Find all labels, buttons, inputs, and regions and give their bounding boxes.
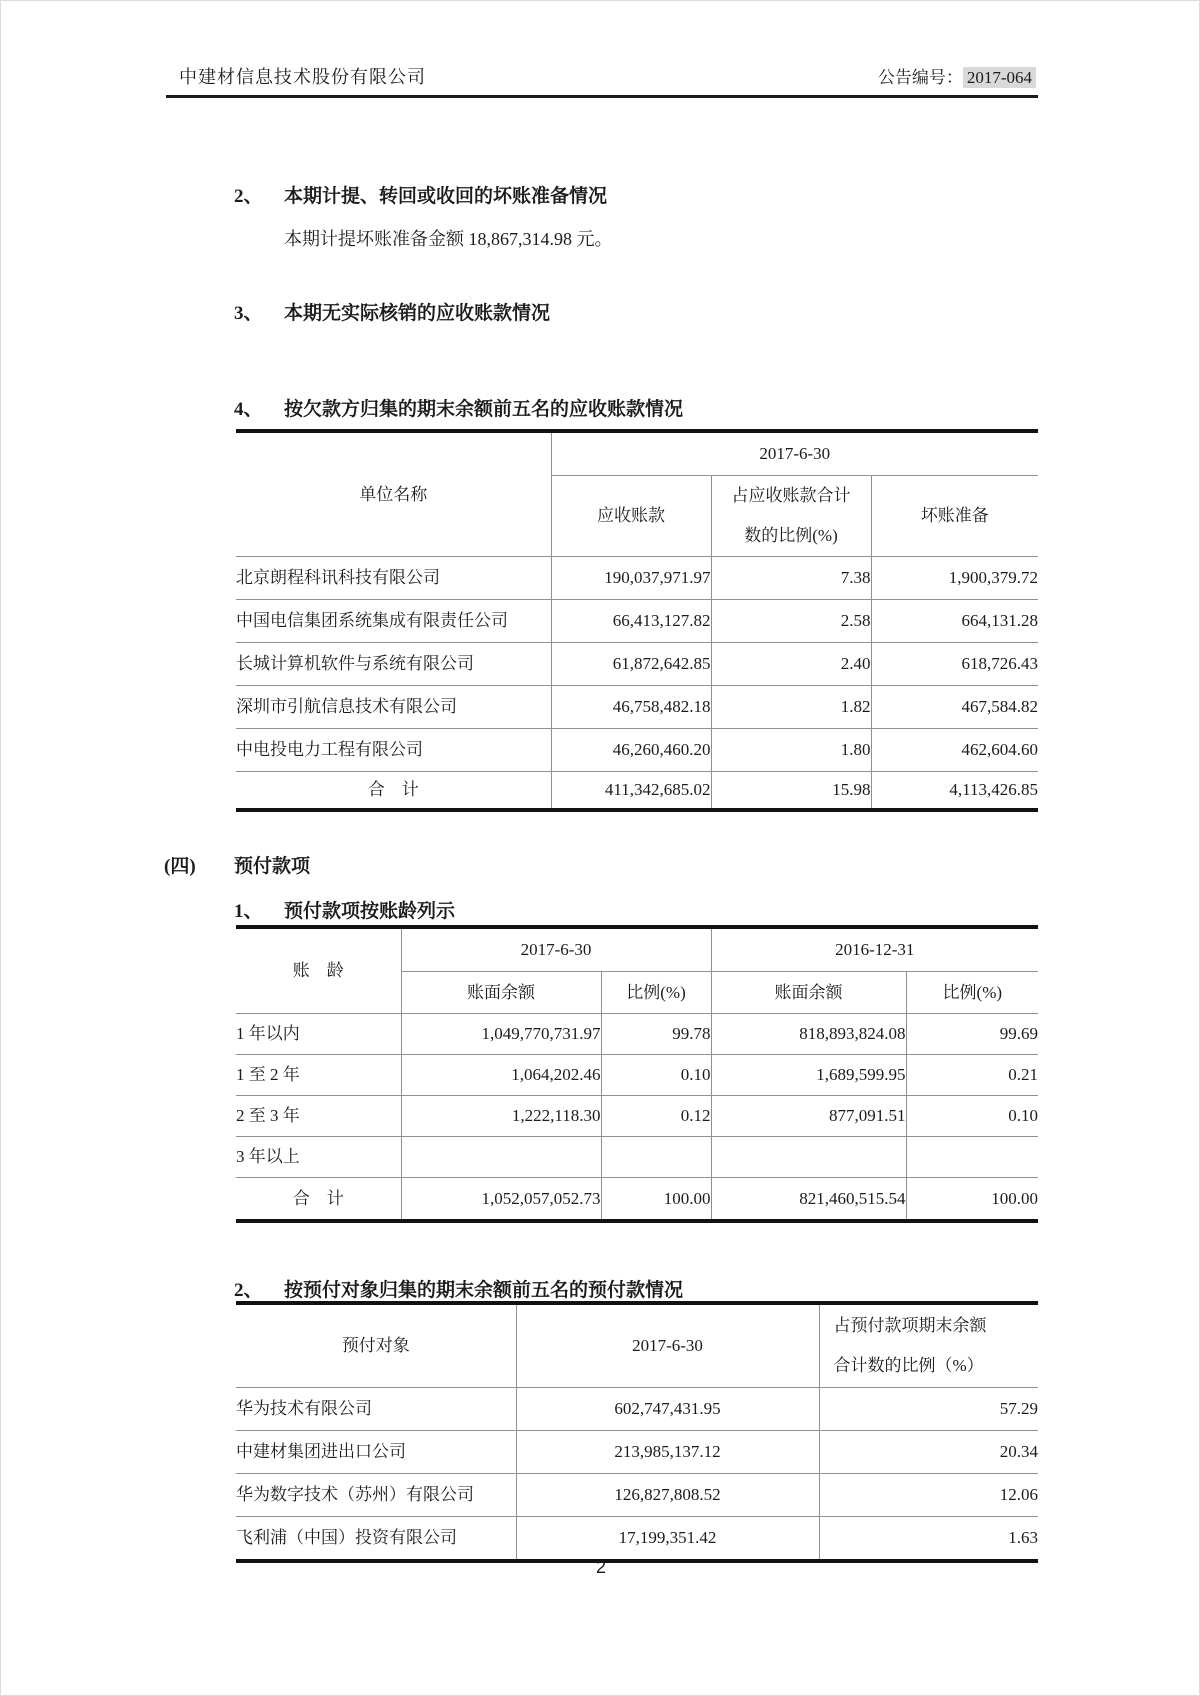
table-row — [236, 1014, 1038, 1055]
cell-company: 飞利浦（中国）投资有限公司 — [236, 1517, 516, 1562]
cell-company: 华为技术有限公司 — [236, 1388, 516, 1431]
cell-total-percentage: 15.98 — [711, 772, 871, 811]
heading-title: 按预付对象归集的期末余额前五名的预付款情况 — [284, 1280, 684, 1301]
table-row — [236, 1431, 1038, 1474]
cell-receivable: 46,758,482.18 — [551, 686, 711, 729]
cell-baddebt: 462,604.60 — [871, 729, 1038, 772]
cell-ratio1: 99.78 — [601, 1014, 711, 1055]
cell-baddebt: 664,131.28 — [871, 600, 1038, 643]
header-percentage-line2: 数的比例(%) — [744, 526, 838, 545]
header-cell-balance1: 账面余额 — [401, 972, 601, 1014]
table-row — [236, 643, 1038, 686]
company-name: 中建材信息技术股份有限公司 — [179, 67, 426, 87]
cell-company: 中电投电力工程有限公司 — [236, 729, 551, 772]
cell-company: 长城计算机软件与系统有限公司 — [236, 643, 551, 686]
page-number: 2 — [595, 1557, 606, 1577]
table-row — [236, 1517, 1038, 1562]
cell-ratio1 — [601, 1137, 711, 1178]
table-row — [236, 686, 1038, 729]
cell-percentage: 1.82 — [711, 686, 871, 729]
table-row — [236, 1055, 1038, 1096]
cell-balance2: 818,893,824.08 — [711, 1014, 906, 1055]
announcement-label: 公告编号： — [877, 68, 963, 87]
cell-total-label: 合 计 — [236, 772, 551, 811]
table-row — [236, 600, 1038, 643]
cell-percentage: 2.40 — [711, 643, 871, 686]
heading-number: 4、 — [234, 399, 263, 420]
table-row — [236, 1388, 1038, 1431]
table-header-row — [236, 1303, 1038, 1388]
cell-balance1 — [401, 1137, 601, 1178]
header-cell-percentage — [819, 1303, 1038, 1388]
section-heading-2 — [234, 181, 607, 208]
cell-percentage: 12.06 — [819, 1474, 1038, 1517]
cell-balance1: 1,222,118.30 — [401, 1096, 601, 1137]
table-row — [236, 729, 1038, 772]
header-cell-receivable: 应收账款 — [551, 476, 711, 557]
cell-ratio2: 0.10 — [906, 1096, 1038, 1137]
header-percentage-line1: 占预付款项期末余额 — [833, 1316, 987, 1335]
cell-baddebt: 467,584.82 — [871, 686, 1038, 729]
cell-balance2: 877,091.51 — [711, 1096, 906, 1137]
cell-age: 1 至 2 年 — [236, 1055, 401, 1096]
header-percentage-line2: 合计数的比例（%） — [833, 1356, 984, 1375]
cell-ratio2 — [906, 1137, 1038, 1178]
cell-percentage: 7.38 — [711, 557, 871, 600]
header-cell-target: 预付对象 — [341, 1336, 410, 1356]
cell-receivable: 66,413,127.82 — [551, 600, 711, 643]
prepayment-aging-table — [236, 925, 1038, 1223]
heading-number: 2、 — [234, 186, 263, 207]
cell-total-receivable: 411,342,685.02 — [551, 772, 711, 811]
section-heading-4cn — [164, 851, 310, 878]
header-cell-period1: 2017-6-30 — [401, 927, 711, 972]
cell-amount: 602,747,431.95 — [516, 1388, 819, 1431]
cell-total-label: 合 计 — [236, 1178, 401, 1222]
cell-amount: 126,827,808.52 — [516, 1474, 819, 1517]
cell-receivable: 46,260,460.20 — [551, 729, 711, 772]
announcement-number — [878, 63, 1036, 88]
cell-ratio1: 0.12 — [601, 1096, 711, 1137]
cell-balance1: 1,064,202.46 — [401, 1055, 601, 1096]
section-heading-3 — [234, 298, 550, 325]
cell-company: 深圳市引航信息技术有限公司 — [236, 686, 551, 729]
cell-balance2: 1,689,599.95 — [711, 1055, 906, 1096]
table-row — [236, 1137, 1038, 1178]
cell-receivable: 190,037,971.97 — [551, 557, 711, 600]
cell-total-ratio2: 100.00 — [906, 1178, 1038, 1222]
cell-balance1: 1,049,770,731.97 — [401, 1014, 601, 1055]
cell-age: 1 年以内 — [236, 1014, 401, 1055]
prepayment-top5-table — [236, 1301, 1038, 1563]
cell-balance2 — [711, 1137, 906, 1178]
heading-title: 预付款项 — [234, 856, 311, 877]
cell-percentage: 57.29 — [819, 1388, 1038, 1431]
cell-total-balance2: 821,460,515.54 — [711, 1178, 906, 1222]
header-cell-percentage — [711, 476, 871, 557]
heading-title: 按欠款方归集的期末余额前五名的应收账款情况 — [284, 399, 684, 420]
cell-percentage: 1.80 — [711, 729, 871, 772]
section-heading-4cn-2 — [234, 1275, 683, 1302]
cell-total-balance1: 1,052,057,052.73 — [401, 1178, 601, 1222]
table-total-row — [236, 1178, 1038, 1222]
cell-age: 3 年以上 — [236, 1137, 401, 1178]
cell-percentage: 20.34 — [819, 1431, 1038, 1474]
header-cell-period2: 2016-12-31 — [711, 927, 1038, 972]
cell-age: 2 至 3 年 — [236, 1096, 401, 1137]
cell-percentage: 1.63 — [819, 1517, 1038, 1562]
cell-baddebt: 1,900,379.72 — [871, 557, 1038, 600]
cell-ratio2: 0.21 — [906, 1055, 1038, 1096]
heading-title: 本期无实际核销的应收账款情况 — [284, 303, 551, 324]
cell-baddebt: 618,726.43 — [871, 643, 1038, 686]
table-header-row — [236, 927, 1038, 972]
cell-company: 华为数字技术（苏州）有限公司 — [236, 1474, 516, 1517]
cell-total-baddebt: 4,113,426.85 — [871, 772, 1038, 811]
header-cell-period: 2017-6-30 — [551, 431, 1038, 476]
cell-ratio1: 0.10 — [601, 1055, 711, 1096]
header-rule — [166, 95, 1038, 98]
cell-percentage: 2.58 — [711, 600, 871, 643]
cell-receivable: 61,872,642.85 — [551, 643, 711, 686]
header-cell-ratio2: 比例(%) — [906, 972, 1038, 1014]
cell-company: 中建材集团进出口公司 — [236, 1431, 516, 1474]
table-row — [236, 557, 1038, 600]
receivables-top5-table — [236, 429, 1038, 812]
header-cell-unit: 单位名称 — [359, 484, 428, 504]
heading-title: 本期计提、转回或收回的坏账准备情况 — [284, 186, 608, 207]
table-total-row — [236, 772, 1038, 811]
cell-total-ratio1: 100.00 — [601, 1178, 711, 1222]
cell-company: 中国电信集团系统集成有限责任公司 — [236, 600, 551, 643]
header-cell-baddebt: 坏账准备 — [871, 476, 1038, 557]
section-heading-4 — [234, 394, 683, 421]
section-2-paragraph: 本期计提坏账准备金额 18,867,314.98 元。 — [284, 229, 613, 249]
heading-number: 3、 — [234, 303, 263, 324]
section-heading-4cn-1 — [234, 896, 455, 923]
heading-number: 2、 — [234, 1280, 263, 1301]
header-percentage-line1: 占应收账款合计 — [731, 486, 851, 505]
cell-company: 北京朗程科讯科技有限公司 — [236, 557, 551, 600]
table-row — [236, 1474, 1038, 1517]
header-cell-ratio1: 比例(%) — [601, 972, 711, 1014]
cell-amount: 213,985,137.12 — [516, 1431, 819, 1474]
cell-ratio2: 99.69 — [906, 1014, 1038, 1055]
heading-title: 预付款项按账龄列示 — [284, 901, 456, 922]
header-cell-age: 账 龄 — [292, 961, 344, 981]
cell-amount: 17,199,351.42 — [516, 1517, 819, 1562]
table-header-row — [236, 431, 1038, 476]
heading-number: (四) — [164, 856, 196, 877]
heading-number: 1、 — [234, 901, 263, 922]
announcement-value: 2017-064 — [963, 67, 1036, 88]
header-cell-balance2: 账面余额 — [711, 972, 906, 1014]
table-row — [236, 1096, 1038, 1137]
header-cell-period: 2017-6-30 — [516, 1303, 819, 1388]
